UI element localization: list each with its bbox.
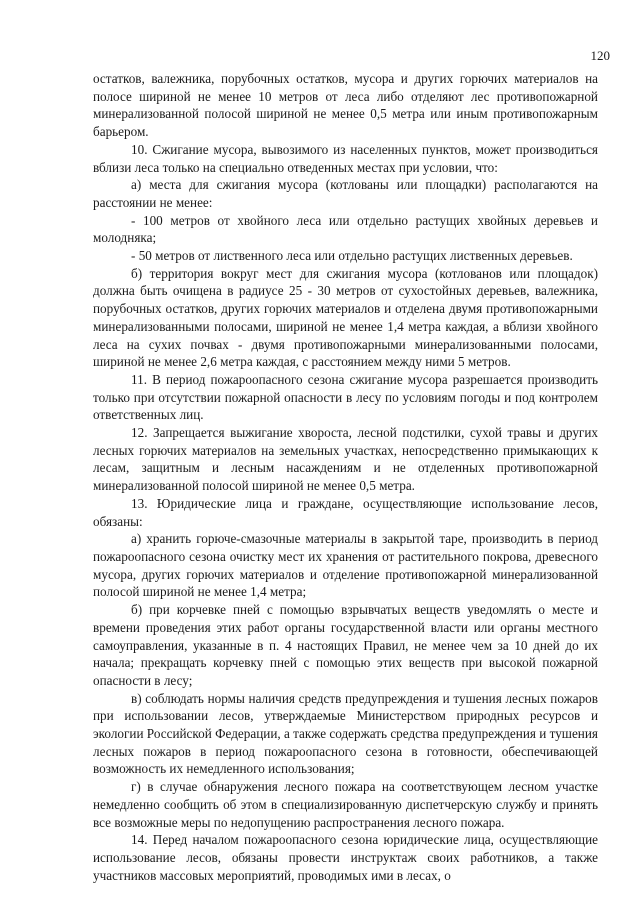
paragraph-10-a: а) места для сжигания мусора (котлованы или площадки) располагаются на расстоянии не менее: xyxy=(93,177,598,210)
paragraph-continuation: остатков, валежника, порубочных остатков, мусора и других горючих материалов на полосе шириной не менее 10 метров от леса либо отделяют лес противопожарной минерализованной полосой шириной не менее 0,5 метра или иным противопожарным барьером. xyxy=(93,71,598,140)
paragraph-13: 13. Юридические лица и граждане, осуществляющие использование лесов, обязаны: xyxy=(93,495,598,529)
paragraph-10-a-item-1: - 100 метров от хвойного леса или отдельно растущих хвойных деревьев и молодняка; xyxy=(93,212,598,246)
paragraph-10-b: б) территория вокруг мест для сжигания мусора (котлованов или площадок) должна быть очищена в радиусе 25 - 30 метров от сухостойных деревьев, валежника, порубочных остатков, других горючих материалов и отделена двумя противопожарными минерализованными полосами, шириной не менее 1,4 метра каждая, а вблизи хвойного леса на сухих почвах - двумя противопожарными минерализованными полосами, шириной не менее 2,6 метра каждая, с расстоянием между ними 5 метров. xyxy=(93,265,598,370)
paragraph-14: 14. Перед началом пожароопасного сезона юридические лица, осуществляющие использование лесов, обязаны провести инструктаж своих работников, а также участников массовых мероприятий, проводимых ими в лесах, о xyxy=(93,832,598,883)
page-number: 120 xyxy=(590,48,610,63)
paragraph-11: 11. В период пожароопасного сезона сжигание мусора разрешается производить только при отсутствии пожарной опасности в лесу по условиям погоды и под контролем ответственных лиц. xyxy=(93,371,598,423)
paragraph-13-d: г) в случае обнаружения лесного пожара на соответствующем лесном участке немедленно сообщить об этом в специализированную диспетчерскую службу и принять все возможные меры по недопущению распространения лесного пожара. xyxy=(93,779,598,830)
paragraph-10: 10. Сжигание мусора, вывозимого из населенных пунктов, может производиться вблизи леса только на специально отведенных местах при условии, что: xyxy=(93,141,598,175)
document-body xyxy=(93,70,598,884)
paragraph-13-a: а) хранить горюче-смазочные материалы в закрытой таре, производить в период пожароопасного сезона очистку мест их хранения от растительного покрова, древесного мусора, других горючих материалов и отделение противопожарной минерализованной полосой шириной не менее 1,4 метра; xyxy=(93,531,598,600)
paragraph-13-c: в) соблюдать нормы наличия средств предупреждения и тушения лесных пожаров при использовании лесов, утверждаемые Министерством природных ресурсов и экологии Российской Федерации, а также содержать средства предупреждения и тушения лесных пожаров в период пожароопасного сезона в готовности, обеспечивающей возможность их немедленного использования; xyxy=(93,690,598,777)
paragraph-12: 12. Запрещается выжигание хвороста, лесной подстилки, сухой травы и других лесных горючих материалов на земельных участках, непосредственно примыкающих к лесам, защитным и лесным насаждениям и не отделенных противопожарной минерализованной полосой шириной не менее 0,5 метра. xyxy=(93,425,598,494)
paragraph-10-a-item-2: - 50 метров от лиственного леса или отдельно растущих лиственных деревьев. xyxy=(131,248,573,264)
paragraph-13-b: б) при корчевке пней с помощью взрывчатых веществ уведомлять о месте и времени проведения этих работ органы государственной власти или органы местного самоуправления, указанные в п. 4 настоящих Правил, не менее чем за 10 дней до их начала; прекращать корчевку пней с помощью этих веществ при высокой пожарной опасности в лесу; xyxy=(93,602,598,688)
